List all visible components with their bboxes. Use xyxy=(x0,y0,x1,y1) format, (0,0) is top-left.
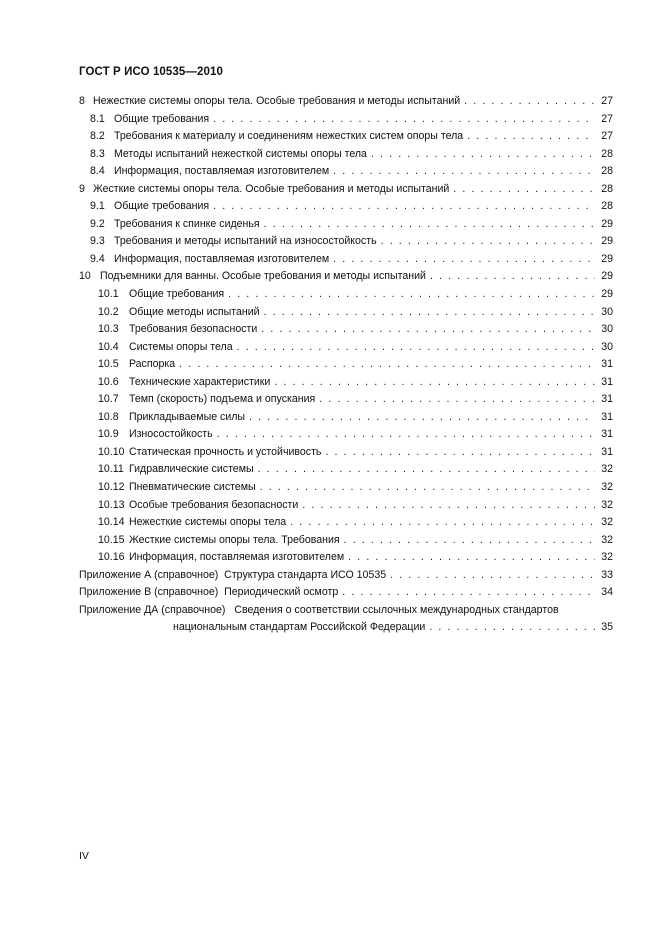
appendix-da-page: 35 xyxy=(601,621,613,634)
toc-entry[interactable] xyxy=(79,532,613,550)
page-number: IV xyxy=(79,850,89,862)
toc-entry-number: 10.1 xyxy=(98,288,119,301)
appendix-b-prefix: Приложение В (справочное) xyxy=(79,586,219,599)
appendix-b-title: Периодический осмотр xyxy=(224,586,339,599)
leader-dots xyxy=(260,479,595,497)
toc-entry[interactable] xyxy=(79,198,613,216)
toc-entry-label xyxy=(90,146,367,164)
toc-entry-label xyxy=(98,479,256,497)
leader-dots xyxy=(228,286,595,304)
appendix-da-entry[interactable] xyxy=(79,602,613,637)
toc-entry-number: 10.9 xyxy=(98,428,119,441)
toc-entry-label xyxy=(90,163,329,181)
leader-dots xyxy=(264,216,595,234)
leader-dots xyxy=(264,304,595,322)
leader-dots xyxy=(213,111,595,129)
toc-entry-title: Жесткие системы опоры тела. Требования xyxy=(128,533,340,546)
toc-entry[interactable] xyxy=(79,286,613,304)
toc-entry-label xyxy=(98,549,344,567)
toc-entry-title: Подъемники для ванны. Особые требования и методы испытаний xyxy=(99,270,426,283)
toc-entry[interactable] xyxy=(79,497,613,515)
leader-dots xyxy=(464,93,595,111)
leader-dots xyxy=(237,339,595,357)
leader-dots xyxy=(290,514,595,532)
toc-entry[interactable] xyxy=(79,93,613,111)
toc-entry-title: Жесткие системы опоры тела. Особые требования и методы испытаний xyxy=(92,182,450,195)
toc-entry-label xyxy=(90,198,209,216)
appendix-da-title-line2: национальным стандартам Российской Федерации xyxy=(173,621,426,634)
toc-entry-number: 9.1 xyxy=(90,200,105,213)
toc-entry[interactable] xyxy=(79,426,613,444)
toc-entry-number: 10.14 xyxy=(98,516,125,529)
leader-dots xyxy=(333,251,595,269)
leader-dots xyxy=(467,128,595,146)
toc-entry-number: 10.8 xyxy=(98,410,119,423)
toc-entry-number: 9.2 xyxy=(90,217,105,230)
toc-entry-page: 31 xyxy=(601,428,613,441)
toc-entry-label xyxy=(90,128,463,146)
toc-entry-number: 10.11 xyxy=(98,463,124,476)
toc-entry-title: Общие методы испытаний xyxy=(128,305,260,318)
appendix-a-entry[interactable] xyxy=(79,567,613,585)
toc-entry-title: Статическая прочность и устойчивость xyxy=(128,445,322,458)
toc-entry-page: 32 xyxy=(601,551,613,564)
toc-entry-page: 29 xyxy=(601,235,613,248)
toc-entry[interactable] xyxy=(79,321,613,339)
toc-entry-title: Технические характеристики xyxy=(128,375,271,388)
toc-entry-label xyxy=(98,391,315,409)
leader-dots xyxy=(342,584,595,602)
toc-entry[interactable] xyxy=(79,233,613,251)
toc-entry-title: Требования к спинке сиденья xyxy=(113,217,260,230)
appendix-b-page: 34 xyxy=(601,586,613,599)
toc-entry[interactable] xyxy=(79,374,613,392)
toc-entry[interactable] xyxy=(79,216,613,234)
toc-entry-page: 31 xyxy=(601,393,613,406)
toc-entry-number: 10.2 xyxy=(98,305,119,318)
toc-entry-number: 10.7 xyxy=(98,393,119,406)
toc-entry-page: 29 xyxy=(601,270,613,283)
toc-entry-label xyxy=(98,426,213,444)
toc-entry-title: Пневматические системы xyxy=(128,481,256,494)
toc-entry-page: 31 xyxy=(601,358,613,371)
toc-entry[interactable] xyxy=(79,356,613,374)
toc-entry[interactable] xyxy=(79,146,613,164)
leader-dots xyxy=(429,619,595,637)
toc-entry-number: 10.3 xyxy=(98,323,119,336)
leader-dots xyxy=(453,181,595,199)
toc-entry-label xyxy=(90,233,377,251)
toc-entry-page: 27 xyxy=(601,95,613,107)
toc-entry-title: Общие требования xyxy=(128,288,225,301)
toc-entry-page: 31 xyxy=(601,375,613,388)
toc-entry-number: 8 xyxy=(79,95,85,107)
toc-entry-label xyxy=(98,497,298,515)
toc-entry-label xyxy=(79,93,460,111)
toc-entry-number: 8.2 xyxy=(90,130,105,143)
appendix-da-label xyxy=(79,602,559,620)
leader-dots xyxy=(302,497,595,515)
document-title: ГОСТ Р ИСО 10535—2010 xyxy=(79,66,224,78)
toc-entry[interactable] xyxy=(79,251,613,269)
leader-dots xyxy=(217,426,595,444)
toc-entry-page: 28 xyxy=(601,165,613,178)
toc-entry-number: 10.16 xyxy=(98,551,125,564)
toc-entry-page: 32 xyxy=(601,533,613,546)
toc-entry-number: 10.6 xyxy=(98,375,119,388)
toc-entry-page: 30 xyxy=(601,323,613,336)
toc-entry[interactable] xyxy=(79,444,613,462)
toc-entry-page: 27 xyxy=(601,130,613,143)
leader-dots xyxy=(371,146,595,164)
toc-entry-title: Требования к материалу и соединениям нежестких систем опоры тела xyxy=(113,130,464,143)
appendix-da-first-line xyxy=(79,602,613,620)
leader-dots xyxy=(430,268,595,286)
toc-entry-number: 10.5 xyxy=(98,358,119,371)
leader-dots xyxy=(319,391,595,409)
toc-entry-title: Общие требования xyxy=(113,200,210,213)
toc-entry-label xyxy=(90,251,329,269)
toc-entry[interactable] xyxy=(79,461,613,479)
toc-entry-page: 29 xyxy=(601,288,613,301)
toc-entry-title: Информация, поставляемая изготовителем xyxy=(113,165,330,178)
leader-dots xyxy=(348,549,595,567)
toc-entry-number: 10.12 xyxy=(98,481,125,494)
leader-dots xyxy=(249,409,595,427)
appendix-b-label xyxy=(79,584,338,602)
toc-entry-label xyxy=(98,339,233,357)
toc-entry-title: Системы опоры тела xyxy=(128,340,233,353)
toc-entry-title: Информация, поставляемая изготовителем xyxy=(128,551,345,564)
toc-entries xyxy=(79,93,613,567)
leader-dots xyxy=(274,374,595,392)
appendix-a-title: Структура стандарта ИСО 10535 xyxy=(224,568,387,581)
toc-entry-title: Требования и методы испытаний на износостойкость xyxy=(113,235,377,248)
toc-entry-label xyxy=(98,286,224,304)
toc-entry-page: 29 xyxy=(601,252,613,265)
toc-entry-label xyxy=(98,444,321,462)
toc-entry-label xyxy=(98,356,175,374)
toc-entry-label xyxy=(98,374,270,392)
table-of-contents xyxy=(79,93,613,637)
toc-entry-title: Распорка xyxy=(128,358,176,371)
leader-dots xyxy=(344,532,595,550)
toc-entry-number: 8.4 xyxy=(90,165,105,178)
toc-entry[interactable] xyxy=(79,128,613,146)
toc-entry-number: 10 xyxy=(79,270,91,283)
toc-entry-page: 28 xyxy=(601,200,613,213)
toc-entry-page: 31 xyxy=(601,410,613,423)
toc-entry-number: 8.3 xyxy=(90,147,105,160)
toc-entry-title: Информация, поставляемая изготовителем xyxy=(113,252,330,265)
toc-entry-label xyxy=(98,304,260,322)
toc-entry-page: 32 xyxy=(601,481,613,494)
toc-entry-number: 9.3 xyxy=(90,235,105,248)
toc-entry[interactable] xyxy=(79,479,613,497)
toc-entry-title: Темп (скорость) подъема и опускания xyxy=(128,393,316,406)
toc-entry-label xyxy=(98,514,286,532)
toc-entry-page: 30 xyxy=(601,340,613,353)
toc-entry-label xyxy=(98,321,257,339)
toc-entry-label xyxy=(98,532,340,550)
toc-entry-page: 32 xyxy=(601,516,613,529)
toc-entry-label xyxy=(98,461,254,479)
appendix-a-prefix: Приложение А (справочное) xyxy=(79,568,219,581)
toc-entry[interactable] xyxy=(79,409,613,427)
toc-entry[interactable] xyxy=(79,163,613,181)
toc-entry-title: Износостойкость xyxy=(128,428,213,441)
toc-entry[interactable] xyxy=(79,268,613,286)
leader-dots xyxy=(333,163,595,181)
toc-entry[interactable] xyxy=(79,339,613,357)
toc-entry-title: Методы испытаний нежесткой системы опоры тела xyxy=(113,147,367,160)
leader-dots xyxy=(179,356,595,374)
toc-entry-page: 30 xyxy=(601,305,613,318)
appendix-da-title-line1: Сведения о соответствии ссылочных международных стандартов xyxy=(234,603,559,616)
toc-entry-number: 10.15 xyxy=(98,533,125,546)
leader-dots xyxy=(213,198,595,216)
toc-entry-page: 27 xyxy=(601,112,613,125)
toc-entry-number: 10.10 xyxy=(98,445,125,458)
toc-entry-label xyxy=(98,409,245,427)
toc-entry-title: Нежесткие системы опоры тела xyxy=(128,516,287,529)
toc-entry[interactable] xyxy=(79,304,613,322)
toc-entry[interactable] xyxy=(79,111,613,129)
toc-entry-title: Особые требования безопасности xyxy=(128,498,299,511)
toc-entry-title: Прикладываемые силы xyxy=(128,410,246,423)
toc-entry[interactable] xyxy=(79,181,613,199)
toc-entry-label xyxy=(90,216,260,234)
toc-entry[interactable] xyxy=(79,549,613,567)
toc-entry-page: 28 xyxy=(601,147,613,160)
toc-entry-title: Общие требования xyxy=(113,112,210,125)
toc-entry-number: 9.4 xyxy=(90,252,105,265)
toc-entry-page: 28 xyxy=(601,182,613,195)
toc-entry-label xyxy=(79,181,449,199)
toc-entry[interactable] xyxy=(79,514,613,532)
appendix-da-second-line xyxy=(79,619,613,637)
leader-dots xyxy=(390,567,595,585)
appendix-a-page: 33 xyxy=(601,568,613,581)
toc-entry-title: Нежесткие системы опоры тела. Особые требования и методы испытаний xyxy=(92,95,461,107)
leader-dots xyxy=(381,233,595,251)
toc-entry[interactable] xyxy=(79,391,613,409)
toc-entry-page: 32 xyxy=(601,463,613,476)
toc-entry-number: 10.4 xyxy=(98,340,119,353)
appendix-a-label xyxy=(79,567,386,585)
toc-entry-label xyxy=(79,268,426,286)
appendix-b-entry[interactable] xyxy=(79,584,613,602)
toc-entry-label xyxy=(90,111,209,129)
toc-entry-page: 32 xyxy=(601,498,613,511)
toc-entry-page: 31 xyxy=(601,445,613,458)
leader-dots xyxy=(261,321,595,339)
toc-entry-number: 9 xyxy=(79,182,85,195)
leader-dots xyxy=(258,461,595,479)
toc-entry-title: Гидравлические системы xyxy=(128,463,254,476)
appendix-da-prefix: Приложение ДА (справочное) xyxy=(79,603,226,616)
toc-entry-page: 29 xyxy=(601,217,613,230)
leader-dots xyxy=(325,444,595,462)
toc-entry-number: 10.13 xyxy=(98,498,125,511)
toc-entry-title: Требования безопасности xyxy=(128,323,258,336)
toc-entry-number: 8.1 xyxy=(90,112,105,125)
